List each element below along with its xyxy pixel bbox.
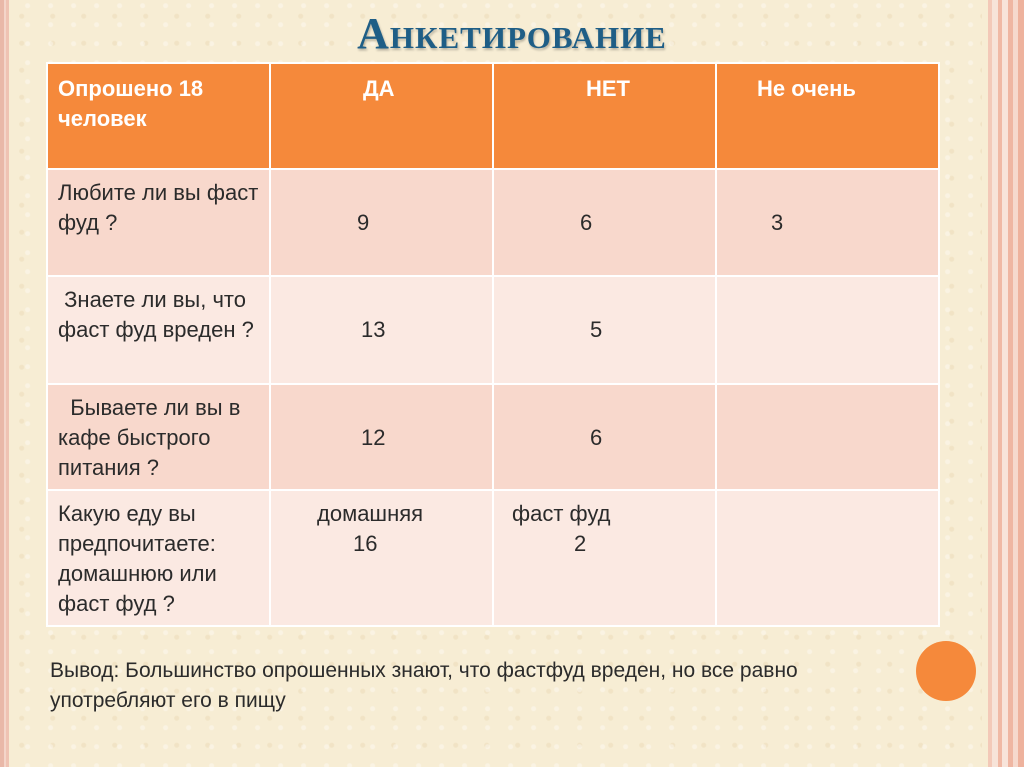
table-row	[47, 169, 939, 276]
table-row	[47, 490, 939, 626]
yes-cell: 9	[270, 169, 493, 276]
no-cell	[493, 490, 716, 626]
no-cell: 5	[493, 276, 716, 384]
header-not-really: Не очень	[716, 63, 939, 169]
question-cell: Любите ли вы фаст фуд ?	[47, 169, 270, 276]
question-cell: Какую еду вы предпочитаете: домашнюю или фаст фуд ?	[47, 490, 270, 626]
table-row	[47, 384, 939, 490]
no-cell: 6	[493, 384, 716, 490]
decorative-orange-circle	[916, 641, 976, 701]
question-cell: Знаете ли вы, что фаст фуд вреден ?	[47, 276, 270, 384]
no-cell: 6	[493, 169, 716, 276]
right-decorative-stripes	[982, 0, 1024, 767]
table-row	[47, 276, 939, 384]
not-really-cell	[716, 490, 939, 626]
yes-cell: 12	[270, 384, 493, 490]
left-decorative-border	[0, 0, 12, 767]
not-really-cell	[716, 384, 939, 490]
table-header-row	[47, 63, 939, 169]
survey-table	[46, 62, 940, 627]
not-really-cell: 3	[716, 169, 939, 276]
yes-cell: 13	[270, 276, 493, 384]
header-respondents: Опрошено 18 человек	[47, 63, 270, 169]
conclusion-text: Вывод: Большинство опрошенных знают, что фастфуд вреден, но все равно употребляют его в пищу	[50, 659, 798, 712]
header-yes: ДА	[270, 63, 493, 169]
no-answer-label: фаст фуд	[512, 501, 611, 526]
slide-title: Анкетирование	[357, 9, 667, 58]
question-cell: Бываете ли вы в кафе быстрого питания ?	[47, 384, 270, 490]
not-really-cell	[716, 276, 939, 384]
header-no: НЕТ	[493, 63, 716, 169]
no-answer-count: 2	[574, 531, 587, 556]
yes-answer-label: домашняя	[317, 501, 424, 526]
yes-answer-count: 16	[353, 531, 378, 556]
yes-cell	[270, 490, 493, 626]
